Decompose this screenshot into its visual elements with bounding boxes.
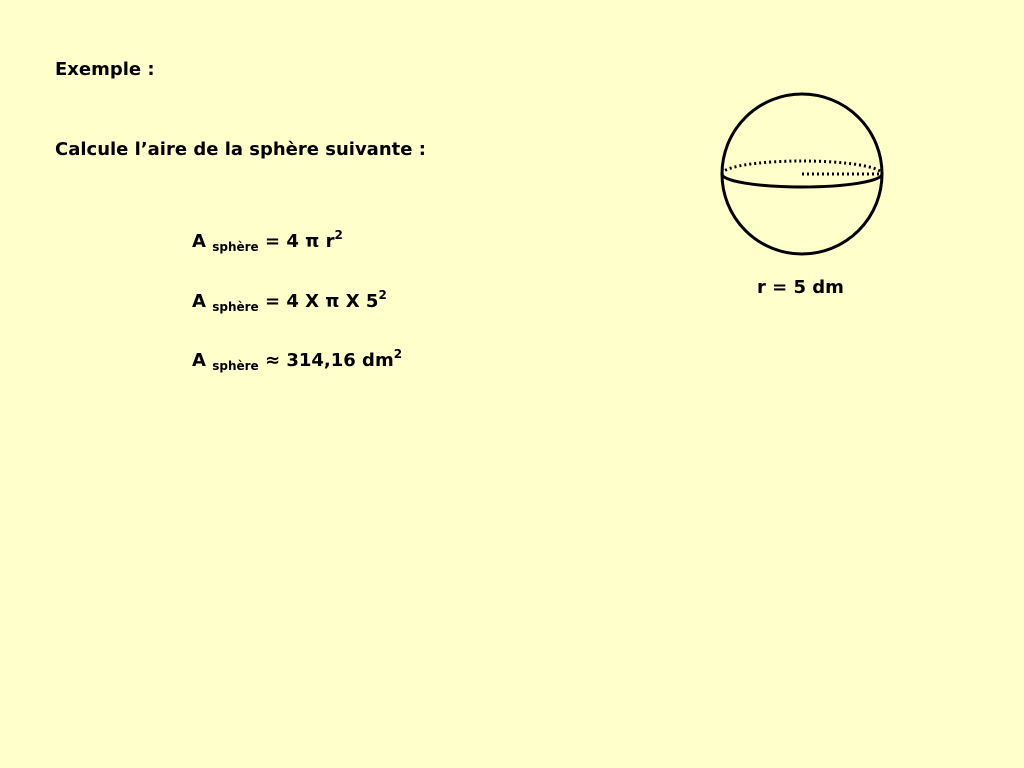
formula-line-1 — [192, 228, 343, 254]
formula-lhs: A — [192, 290, 206, 312]
equator-back-arc — [722, 161, 882, 174]
formula-rhs: ≈ 314,16 dm — [264, 349, 394, 371]
formula-line-3 — [192, 347, 402, 373]
formula-subscript: sphère — [212, 358, 259, 373]
radius-label: r = 5 dm — [757, 277, 844, 298]
formula-exponent: 2 — [393, 347, 403, 361]
formula-lhs: A — [192, 230, 206, 252]
formula-subscript: sphère — [212, 239, 259, 254]
formula-exponent: 2 — [378, 288, 387, 302]
formula-lhs: A — [192, 349, 206, 371]
sphere-diagram — [715, 88, 895, 264]
example-heading: Exemple : — [55, 59, 155, 80]
formula-rhs: = 4 X π X 5 — [264, 290, 379, 312]
formula-exponent: 2 — [334, 228, 343, 242]
question-text: Calcule l’aire de la sphère suivante : — [55, 139, 426, 160]
equator-front-arc — [722, 174, 882, 187]
formula-subscript: sphère — [212, 299, 259, 314]
formula-line-2 — [192, 288, 387, 314]
formula-rhs: = 4 π r — [264, 230, 335, 252]
